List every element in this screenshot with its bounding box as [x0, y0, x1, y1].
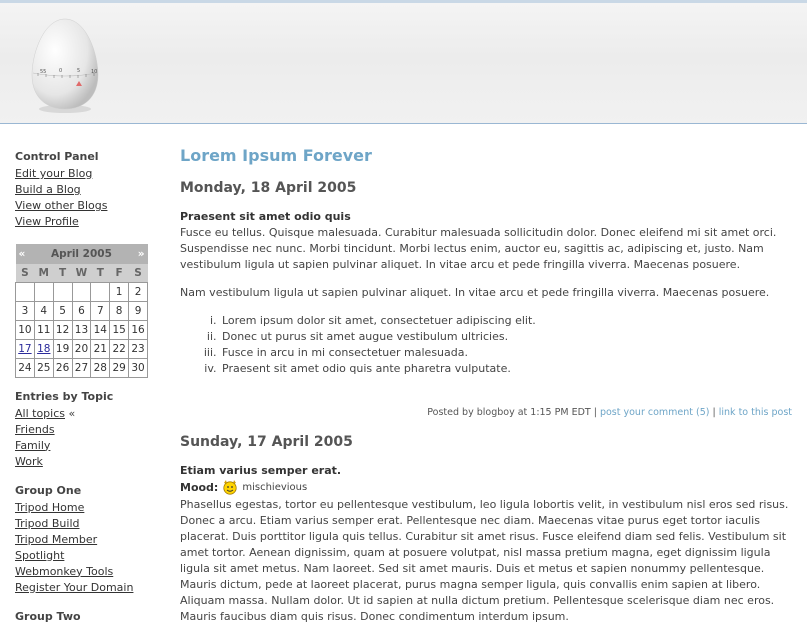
group-one — [15, 484, 155, 596]
calendar-empty-day — [53, 282, 72, 301]
mood-label: Mood: — [180, 480, 219, 494]
calendar-week — [16, 320, 148, 339]
spotlight-link[interactable]: Spotlight — [15, 548, 65, 562]
post-title: Praesent sit amet odio quis — [180, 210, 351, 223]
calendar-weekday: F — [110, 264, 129, 282]
webmonkey-tools-link[interactable]: Webmonkey Tools — [15, 564, 114, 578]
calendar-day: 14 — [91, 320, 110, 339]
topics — [15, 390, 155, 470]
calendar-day: 5 — [53, 301, 72, 320]
tripod-build-link[interactable]: Tripod Build — [15, 516, 80, 530]
calendar-next-button[interactable]: » — [137, 248, 145, 260]
calendar-day: 23 — [129, 339, 148, 358]
entry-2005-04-17 — [180, 434, 792, 625]
calendar-empty-day — [91, 282, 110, 301]
calendar-day: 26 — [53, 358, 72, 377]
post-byline: Posted by blogboy at 1:15 PM EDT | — [427, 407, 597, 418]
calendar — [15, 244, 148, 378]
calendar-weekday: W — [72, 264, 91, 282]
topic-family-link[interactable]: Family — [15, 438, 51, 452]
calendar-day: 6 — [72, 301, 91, 320]
group-two-heading: Group Two — [15, 609, 81, 623]
calendar-week — [16, 301, 148, 320]
sidebar — [15, 150, 155, 626]
calendar-day-link[interactable]: 17 — [16, 339, 35, 358]
calendar-day: 3 — [16, 301, 35, 320]
blog-title: Lorem Ipsum Forever — [180, 146, 372, 165]
calendar-day: 20 — [72, 339, 91, 358]
calendar-day: 28 — [91, 358, 110, 377]
post-title: Etiam varius semper erat. — [180, 464, 342, 477]
calendar-weekday: T — [53, 264, 72, 282]
calendar-day: 16 — [129, 320, 148, 339]
calendar-weekday: M — [34, 264, 53, 282]
calendar-weekdays — [16, 264, 148, 282]
view-other-blogs-link[interactable]: View other Blogs — [15, 199, 108, 212]
calendar-empty-day — [16, 282, 35, 301]
calendar-day: 2 — [129, 282, 148, 301]
register-domain-link[interactable]: Register Your Domain — [15, 580, 134, 594]
entry-2005-04-18 — [180, 180, 792, 418]
calendar-day: 27 — [72, 358, 91, 377]
calendar-weekday: S — [129, 264, 148, 282]
calendar-day: 19 — [53, 339, 72, 358]
calendar-empty-day — [72, 282, 91, 301]
entry-date: Monday, 18 April 2005 — [180, 180, 357, 196]
calendar-day: 1 — [110, 282, 129, 301]
current-topic-marker: « — [68, 406, 76, 420]
post-paragraph: Fusce eu tellus. Quisque malesuada. Curabitur malesuada sollicitudin dolor. Donec eleifend mi sit amet orci. Suspendisse nec nunc. Morbi tincidunt. Morbi lectus enim, auctor eu, sagittis ac, adipiscing et, justo. Nam vestibulum ligula ut sapien pulvinar aliquet. In vitae arcu et pede fringilla viverra. Maecenas posuere. — [180, 226, 777, 271]
tripod-member-link[interactable]: Tripod Member — [15, 532, 98, 546]
mood-value: mischievious — [242, 481, 308, 493]
svg-text:10: 10 — [91, 69, 98, 75]
calendar-day: 30 — [129, 358, 148, 377]
view-profile-link[interactable]: View Profile — [15, 215, 79, 228]
all-topics-link[interactable]: All topics — [15, 406, 65, 420]
calendar-day: 25 — [34, 358, 53, 377]
calendar-day: 13 — [72, 320, 91, 339]
calendar-weekday: S — [16, 264, 35, 282]
calendar-empty-day — [34, 282, 53, 301]
build-blog-link[interactable]: Build a Blog — [15, 183, 81, 196]
calendar-week — [16, 358, 148, 377]
calendar-day: 24 — [16, 358, 35, 377]
edit-blog-link[interactable]: Edit your Blog — [15, 167, 93, 180]
main-content — [180, 146, 792, 626]
footer-separator: | — [712, 407, 716, 418]
svg-text:0: 0 — [59, 68, 63, 74]
calendar-header — [16, 244, 148, 264]
post-list — [220, 313, 792, 377]
calendar-weekday: T — [91, 264, 110, 282]
calendar-day: 29 — [110, 358, 129, 377]
calendar-day: 8 — [110, 301, 129, 320]
control-panel-heading: Control Panel — [15, 150, 99, 163]
calendar-prev-button[interactable]: « — [18, 248, 26, 260]
post-comment-link[interactable]: post your comment (5) — [599, 407, 710, 418]
smiley-devil-icon — [222, 479, 238, 495]
calendar-days — [16, 282, 148, 377]
entry-date: Sunday, 17 April 2005 — [180, 434, 353, 450]
topic-work-link[interactable]: Work — [15, 454, 43, 468]
calendar-day: 7 — [91, 301, 110, 320]
list-item: iv. Praesent sit amet odio quis ante pharetra vulputate. — [220, 361, 792, 377]
calendar-day: 4 — [34, 301, 53, 320]
tripod-home-link[interactable]: Tripod Home — [15, 500, 85, 514]
calendar-day-link[interactable]: 18 — [34, 339, 53, 358]
calendar-day: 21 — [91, 339, 110, 358]
post-footer — [180, 407, 792, 418]
post-paragraph: Phasellus egestas, tortor eu pellentesque vestibulum, leo ligula lobortis velit, in vestibulum nisl eros sed risus. Donec a arcu. Etiam varius semper erat. Pellentesque nec diam. Maecenas vitae purus eget tortor iaculis placerat. Duis porttitor ligula quis tellus. Curabitur sit amet risus. Fusce eleifend diam sed felis. Vestibulum sit amet tortor. Aenean dignissim, quam at posuere volutpat, nisl massa pretium magna, eget dignissim ligula ligula sit amet metus. Nam laoreet. Sed sit amet mauris. Duis et metus et sapien nonummy pellentesque. Mauris dictum, pede at laoreet placerat, purus magna semper ligula, quis convallis enim sapien at libero. Aliquam massa. Nullam dolor. Ut id sapien at nulla dictum pretium. Pellentesque scelerisque diam nec eros. Mauris faucibus diam quis risus. Donec condimentum interdum ipsum. — [180, 498, 789, 623]
list-item: i. Lorem ipsum dolor sit amet, consectetuer adipiscing elit. — [220, 313, 792, 329]
calendar-day: 15 — [110, 320, 129, 339]
topics-heading: Entries by Topic — [15, 389, 114, 403]
post-paragraph: Nam vestibulum ligula ut sapien pulvinar aliquet. In vitae arcu et pede fringilla viverra. Maecenas posuere. — [180, 286, 770, 299]
calendar-day: 11 — [34, 320, 53, 339]
calendar-month: April 2005 — [51, 248, 112, 260]
all-topics-row — [15, 406, 155, 422]
calendar-week — [16, 339, 148, 358]
list-item: iii. Fusce in arcu in mi consectetuer malesuada. — [220, 345, 792, 361]
calendar-day: 10 — [16, 320, 35, 339]
egg-timer-icon — [28, 17, 102, 113]
calendar-day: 9 — [129, 301, 148, 320]
control-panel — [15, 150, 155, 230]
topic-friends-link[interactable]: Friends — [15, 422, 55, 436]
group-two — [15, 610, 155, 623]
list-item: ii. Donec ut purus sit amet augue vestibulum ultricies. — [220, 329, 792, 345]
group-one-heading: Group One — [15, 483, 82, 497]
calendar-week — [16, 282, 148, 301]
svg-text:5: 5 — [77, 68, 81, 74]
header-banner — [0, 0, 807, 124]
permalink-link[interactable]: link to this post — [718, 407, 792, 418]
calendar-day: 12 — [53, 320, 72, 339]
calendar-day: 22 — [110, 339, 129, 358]
mood-row — [180, 479, 792, 495]
svg-text:55: 55 — [40, 69, 47, 75]
